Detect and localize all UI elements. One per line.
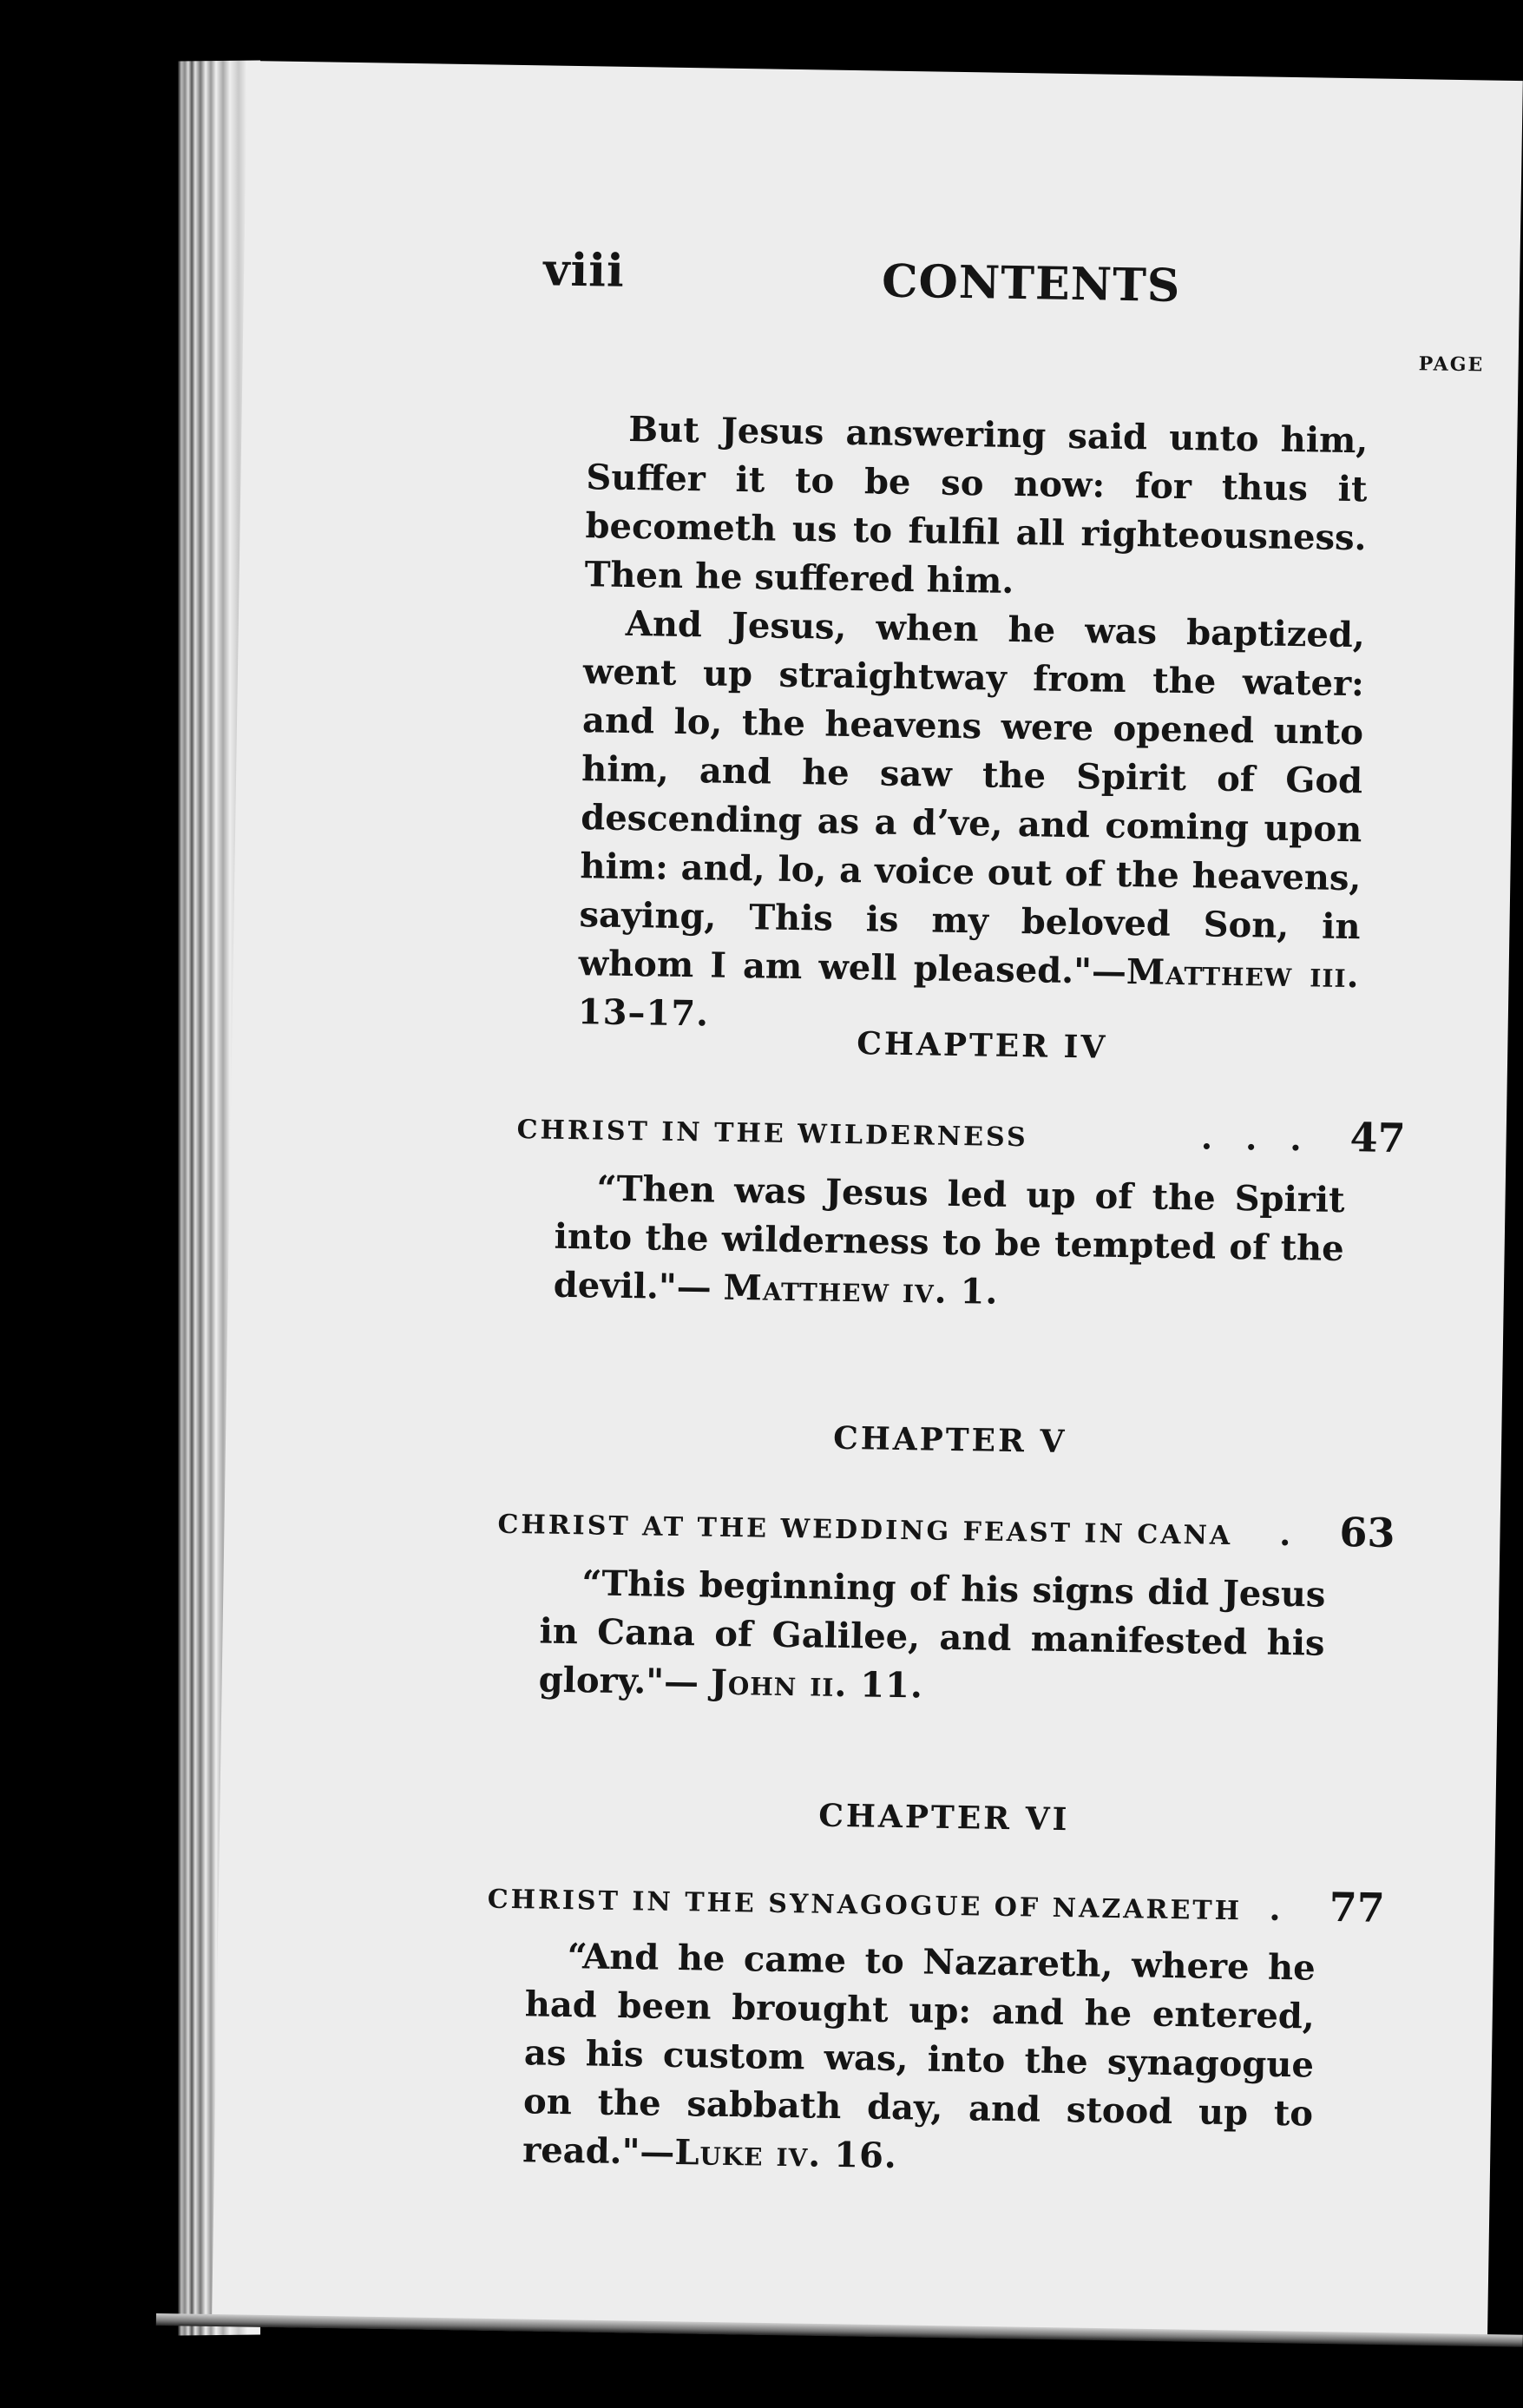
toc-entry-page: 63 (1339, 1508, 1395, 1556)
epigraph-text: “Then was Jesus led up of the Spirit into the wilderness to be tempted of the devil."— (553, 1168, 1345, 1308)
quote-citation: Matthew iii. 13–17. (577, 951, 1360, 1035)
running-head-title: CONTENTS (881, 254, 1181, 313)
epigraph-paragraph (522, 1931, 1316, 2187)
page-number: viii (542, 243, 626, 298)
chapter-heading: CHAPTER V (832, 1419, 1067, 1461)
toc-entry (516, 1101, 1411, 1161)
epigraph-text: “This beginning of his signs did Jesus in Cana of Galilee, and manifested his glory."— (538, 1563, 1326, 1703)
toc-entry-title: CHRIST IN THE SYNAGOGUE OF NAZARETH (487, 1884, 1243, 1927)
page-content (212, 61, 1523, 2346)
quote-paragraph (577, 599, 1365, 1049)
epigraph-citation: Matthew iv. 1. (723, 1267, 999, 1313)
epigraph-paragraph (538, 1559, 1326, 1717)
chapter-epigraph (553, 1164, 1345, 1322)
toc-entry-page: 47 (1349, 1114, 1407, 1162)
chapter-heading: CHAPTER IV (856, 1025, 1108, 1066)
quote-text: And Jesus, when he was baptized, went up straightway from the water: and lo, the heavens were opened unto him, and he saw the Spirit of God descending as a dʼve, and coming upon him: and, lo, a voice out of the heavens, saying, This is my beloved Son, in whom I am well pleased."— (578, 602, 1366, 993)
epigraph-citation: Luke iv. 16. (674, 2132, 898, 2177)
toc-entry-leader: . (1269, 1888, 1315, 1929)
toc-entry (487, 1871, 1390, 1931)
toc-entry-page: 77 (1329, 1883, 1386, 1931)
toc-entry (497, 1496, 1401, 1556)
book-page (212, 61, 1523, 2346)
epigraph-paragraph (553, 1164, 1345, 1322)
toc-entry-leader: . (1278, 1513, 1324, 1554)
chapter-epigraph (522, 1931, 1316, 2187)
chapter-epigraph (538, 1559, 1326, 1717)
toc-entry-title: CHRIST AT THE WEDDING FEAST IN CANA (497, 1509, 1233, 1552)
toc-entry-title: CHRIST IN THE WILDERNESS (516, 1115, 1028, 1154)
chapter-heading: CHAPTER VI (817, 1797, 1070, 1839)
epigraph-text: “And he came to Nazareth, where he had been brought up: and he entered, as his custom was, into the synagogue on the sabbath day, and stood up to read."— (522, 1936, 1316, 2174)
continued-quote (577, 405, 1368, 1049)
toc-entry-leader: ... (1200, 1117, 1335, 1159)
page-column-label: PAGE (1418, 352, 1485, 377)
quote-paragraph: But Jesus answering said unto him, Suffer it to be so now: for thus it becometh us to fulfil all righteousness. Then he suffered him. (584, 408, 1369, 602)
epigraph-citation: John ii. 11. (710, 1661, 924, 1707)
